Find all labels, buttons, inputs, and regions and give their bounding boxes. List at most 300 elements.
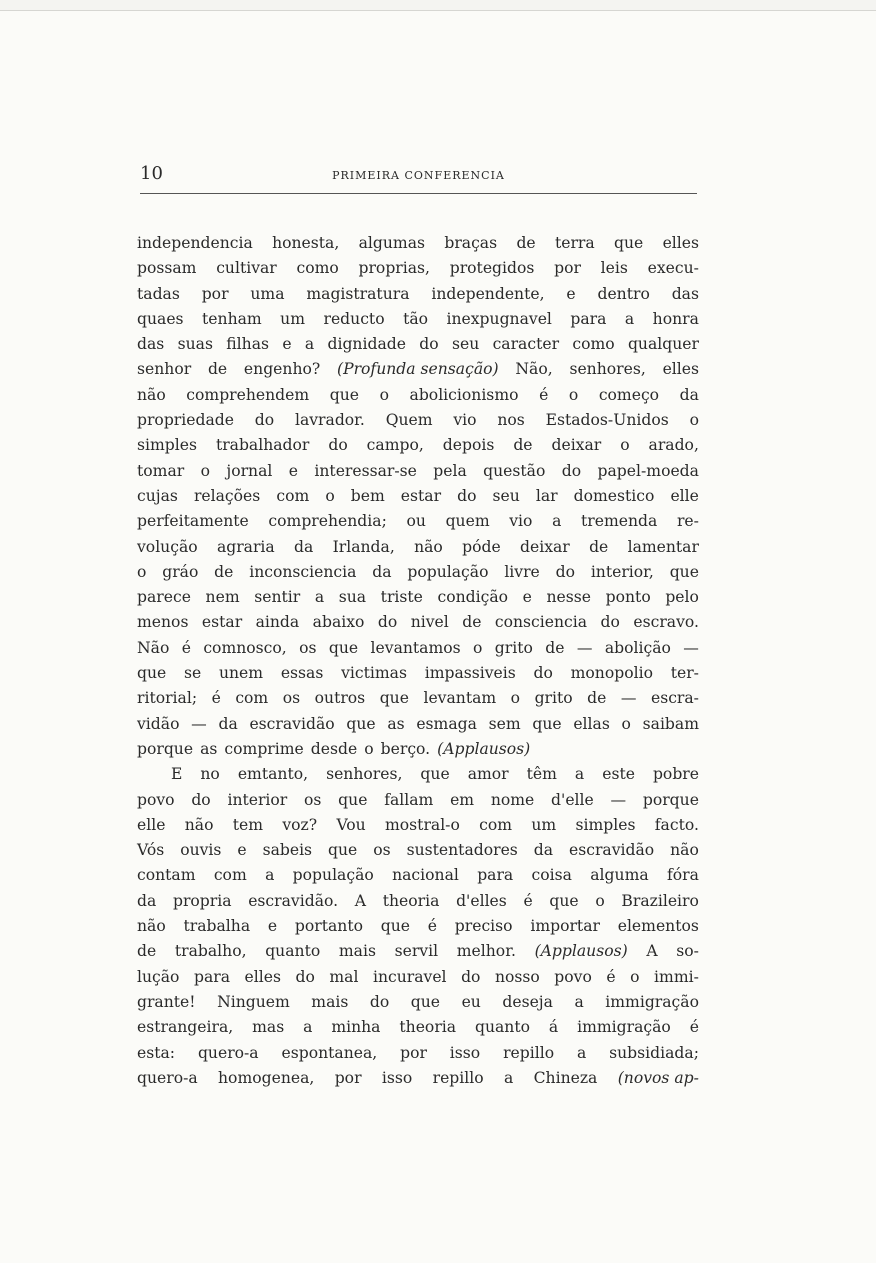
word: o [621,714,631,733]
word: immigração [605,992,699,1011]
word: senhores, [569,360,646,379]
word: nivel [410,613,449,632]
word: abolição [604,638,671,657]
word: eu [461,992,481,1011]
word: quem [445,512,490,531]
word: escravidão [569,841,655,860]
text-line [137,838,699,863]
word: a [265,866,275,885]
word: fóra [666,866,699,885]
word: do [457,486,477,505]
word: o [595,891,605,910]
word: minha [331,1018,381,1037]
word: engenho? [243,360,321,379]
word: que [380,917,411,936]
word: das [671,284,699,303]
word: que [328,841,358,860]
word: e [237,841,247,860]
word: inexpugnavel [446,309,552,328]
word: que [328,638,359,657]
text-line [137,560,699,585]
word: que [532,714,562,733]
word: domestico [573,486,655,505]
word: nacional [392,866,459,885]
word: execu- [647,259,699,278]
word: com [235,689,269,708]
word: que [346,714,376,733]
word: da [218,714,238,733]
word: sua [338,588,367,607]
word: do [461,967,481,986]
word: independencia [137,234,253,252]
word: da [137,891,157,910]
word: a [574,765,585,784]
text-line [137,889,699,914]
word: coisa [531,866,572,885]
word: livre [504,562,540,581]
word: interessar-se [314,461,417,480]
word: d'elles [456,891,507,910]
word: portanto [294,917,363,936]
word: nome [490,790,535,809]
word: estrangeira, [137,1018,234,1037]
text-line [137,383,699,408]
word: as [387,714,405,733]
word: unem [218,664,264,683]
text-line [137,307,699,332]
word: sustentadores [406,841,518,860]
text-line [137,610,699,635]
word: por [201,284,229,303]
word: servil [394,942,439,961]
word: a [576,1043,587,1062]
word: — [683,638,699,657]
word: quaes [137,309,184,328]
word: impassiveis [424,664,516,683]
word: pobre [652,765,699,784]
word: povo [554,967,592,986]
word: repillo [432,1068,484,1087]
page-header [140,163,697,194]
word: braças [444,234,498,252]
word: incuravel [372,967,447,986]
text-line [137,813,699,838]
body-text [137,231,699,1091]
word: sentir [254,588,301,607]
word: que [338,790,368,809]
word: como [572,335,615,354]
word: tremenda [581,512,658,531]
word: o [137,562,147,581]
word: que [137,664,167,683]
word: Brazileiro [621,891,699,910]
word: do [377,613,398,632]
text-line [137,509,699,534]
word: parece [137,588,191,607]
word: do [533,664,553,683]
text-line [137,408,699,433]
word: do [561,461,582,480]
word: homogenea, [218,1068,315,1087]
word: da [372,562,392,581]
word: honra [652,309,699,328]
word: por [554,259,581,278]
word: mostral-o [385,815,460,834]
word: pelo [665,588,699,607]
word: trabalhador [215,436,310,455]
word: Quem [385,411,433,430]
text-line [137,636,699,661]
word: nem [205,588,240,607]
text-line [137,965,699,990]
word: quero-a [197,1043,259,1062]
word: tomar [137,461,185,480]
word: e [566,284,576,303]
word: estar [400,486,442,505]
word: reducto [323,309,385,328]
word: abaixo [312,613,365,632]
word: vio [453,411,477,430]
word: que [669,562,699,581]
word: pela [433,461,467,480]
word: comnosco, [203,638,287,657]
word: o [630,967,640,986]
word: lução [137,967,180,986]
word: as [200,739,218,758]
text-line [137,686,699,711]
word: relações [193,486,261,505]
word: so- [676,942,699,961]
word: os [304,790,322,809]
word: é [211,689,221,708]
word: tenham [202,309,262,328]
word: Ninguem [217,992,290,1011]
word: mais [311,992,349,1011]
word: começo [598,385,660,404]
word: bem [350,486,385,505]
word: ter- [670,664,699,683]
word: seu [451,335,480,354]
word: suas [177,335,213,354]
word: proprias, [358,259,431,278]
word: levantamos [370,638,461,657]
word: fallam [384,790,434,809]
word: os [299,638,317,657]
word: o [568,385,579,404]
word: lavrador. [294,411,365,430]
word: isso [449,1043,481,1062]
word: a [303,1018,313,1037]
word: propria [172,891,232,910]
word: d'elle [551,790,594,809]
word: do [419,335,439,354]
word: deixar [551,436,602,455]
word: das [137,335,165,354]
word: jornal [226,461,273,480]
word: terra [554,234,595,252]
word: elles [662,360,699,379]
text-line [137,737,699,762]
word: de [516,234,536,252]
word: volução [137,537,198,556]
word: do [191,790,211,809]
text-line [137,535,699,560]
word: interior [227,790,288,809]
word: campo, [366,436,424,455]
word: não [137,385,166,404]
word: essas [280,664,324,683]
word: povo [137,790,175,809]
word: simples [575,815,636,834]
word: com [276,486,310,505]
word: e [288,461,299,480]
word: é [689,1018,699,1037]
word: o [473,638,483,657]
word: theoria [399,1018,457,1037]
word: papel-moeda [597,461,699,480]
word: immi- [654,967,699,986]
word: dignidade [327,335,406,354]
word: a [304,335,315,354]
word: gráo [162,562,199,581]
word: porque [642,790,699,809]
word: independente, [431,284,545,303]
word: não [414,537,443,556]
word: menos [137,613,189,632]
page-number: 10 [140,163,163,184]
word: o [200,461,210,480]
word: mal [329,967,359,986]
italic-word: (novos ap- [617,1068,699,1087]
page-top-edge [0,0,876,11]
word: comprehendia; [268,512,387,531]
word: e [522,588,532,607]
word: A [646,942,658,961]
text-line [137,762,699,787]
word: propriedade [137,411,234,430]
word: ritorial; [137,689,198,708]
word: victimas [341,664,407,683]
word: monopolio [570,664,653,683]
word: melhor. [456,942,516,961]
word: escravidão [249,714,335,733]
word: o [620,436,630,455]
word: nosso [494,967,540,986]
word: por [400,1043,427,1062]
text-line [137,661,699,686]
word: para [477,866,514,885]
word: interior, [590,562,654,581]
word: outros [314,689,366,708]
word: — [610,790,627,809]
word: grito [534,689,573,708]
word: levantam [423,689,497,708]
word: porque [137,739,194,758]
word: é [523,891,533,910]
word: um [280,309,306,328]
word: uma [250,284,285,303]
word: da [679,385,699,404]
word: cujas [137,486,178,505]
word: arado, [648,436,699,455]
word: de [589,537,609,556]
word: amor [467,765,509,784]
text-line [137,1066,699,1091]
word: voz? [282,815,318,834]
text-line [137,585,699,610]
word: os [373,841,391,860]
word: A [354,891,367,910]
word: ainda [255,613,300,632]
word: elle [137,815,166,834]
word: nesse [546,588,592,607]
word: comprehendem [186,385,310,404]
word: Não, [515,360,553,379]
italic-word: (Profunda sensação) [337,360,499,379]
word: — [620,689,637,708]
word: isso [381,1068,413,1087]
word: deseja [502,992,553,1011]
word: preciso [454,917,513,936]
word: — [576,638,593,657]
word: theoria [382,891,440,910]
word: é [606,967,616,986]
word: de [137,942,157,961]
word: magistratura [306,284,410,303]
word: deixar [520,537,570,556]
word: tão [403,309,429,328]
word: ellas [573,714,610,733]
word: a [574,992,584,1011]
word: que [549,891,579,910]
word: abolicionismo [409,385,519,404]
word: do [555,562,575,581]
word: um [531,815,557,834]
word: de [462,613,482,632]
word: não [137,917,166,936]
word: e [267,917,278,936]
word: póde [462,537,501,556]
word: consciencia [494,613,588,632]
word: filhas [226,335,270,354]
word: agraria [216,537,275,556]
word: a [503,1068,514,1087]
text-line [137,1041,699,1066]
running-head: PRIMEIRA CONFERENCIA [332,169,505,182]
word: não [184,815,214,834]
word: e [282,335,292,354]
word: com [213,866,247,885]
word: tem [232,815,264,834]
word: este [602,765,635,784]
word: do [328,436,348,455]
word: para [570,309,607,328]
word: nos [497,411,525,430]
word: elles [662,234,699,252]
text-line [137,788,699,813]
word: qualquer [627,335,699,354]
word: caracter [492,335,560,354]
word: Estados-Unidos [545,411,669,430]
word: sem [488,714,521,733]
word: é [539,385,549,404]
word: o [379,385,389,404]
word: a [314,588,325,607]
word: immigração [577,1018,671,1037]
word: o [689,411,699,430]
word: por [334,1068,362,1087]
text-line [137,939,699,964]
word: se [184,664,202,683]
word: de [214,562,234,581]
word: da [294,537,314,556]
word: ouvis [180,841,222,860]
word: depois [442,436,495,455]
text-line [137,712,699,737]
word: os [282,689,301,708]
word: não [670,841,699,860]
word: saibam [642,714,699,733]
word: do [600,613,620,632]
word: alguma [590,866,649,885]
word: do [295,967,315,986]
word: do [254,411,275,430]
word: quero-a [137,1068,198,1087]
word: a [624,309,635,328]
word: com [479,815,513,834]
word: estar [201,613,243,632]
word: re- [676,512,699,531]
word: de [207,360,228,379]
word: para [193,967,230,986]
word: — [191,714,207,733]
word: emtanto, [237,765,309,784]
text-line [137,914,699,939]
word: perfeitamente [137,512,249,531]
word: simples [137,436,197,455]
word: população [292,866,374,885]
word: Vou [336,815,366,834]
word: a [552,512,562,531]
word: quanto [265,942,321,961]
word: no [200,765,220,784]
word: é [427,917,438,936]
word: que [379,689,409,708]
word: importar [530,917,600,936]
word: têm [526,765,557,784]
word: de [587,689,607,708]
text-line [137,484,699,509]
italic-word: (Applausos) [437,739,531,758]
word: que [329,385,360,404]
word: protegidos [449,259,535,278]
word: dentro [597,284,650,303]
word: grito [494,638,533,657]
word: possam [137,259,197,278]
word: o [325,486,335,505]
word: de [545,638,565,657]
word: escravo. [633,613,699,632]
word: o [364,739,374,758]
word: do [369,992,390,1011]
word: é [181,638,191,657]
word: ponto [605,588,651,607]
word: inconsciencia [249,562,357,581]
word: lamentar [627,537,699,556]
word: elle [670,486,699,505]
word: população [407,562,489,581]
text-line [137,282,699,307]
